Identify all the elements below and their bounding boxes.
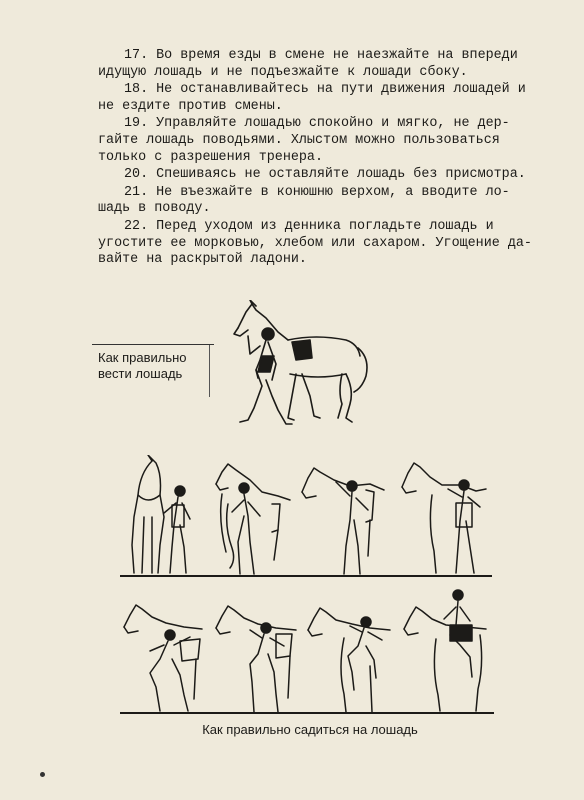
page-mark xyxy=(40,772,45,777)
rule-19-line-3: только с разрешения тренера. xyxy=(98,149,323,165)
mount-step-7 xyxy=(304,598,396,714)
rules-text xyxy=(98,48,538,270)
rule-21-line-1: 21. Не въезжайте в конюшню верхом, а вводите ло- xyxy=(124,184,510,200)
lead-caption xyxy=(98,350,218,382)
rule-19-line-2: гайте лошадь поводьями. Хлыстом можно пользоваться xyxy=(98,132,500,148)
rule-20 xyxy=(98,167,538,184)
mount-step-6 xyxy=(212,598,304,714)
mount-step-8 xyxy=(400,585,494,713)
leading-horse-illustration xyxy=(226,300,376,432)
mount-step-3 xyxy=(300,460,390,576)
rule-18-line-2: и не ездите против смены. xyxy=(98,82,526,114)
lead-caption-rule xyxy=(92,344,214,345)
rule-20-line-1: 20. Спешиваясь не оставляйте лошадь без присмотра. xyxy=(124,167,526,183)
lead-caption-line-1: Как правильно xyxy=(98,350,187,365)
rule-18-line-1: 18. Не останавливайтесь на пути движения лошадей xyxy=(124,82,510,98)
rule-21-line-2: шадь в поводу. xyxy=(98,201,211,217)
mount-step-1 xyxy=(124,455,204,575)
rule-17 xyxy=(98,48,538,81)
rule-22-line-2: угостите ее морковью, хлебом или сахаром. Угощение да- xyxy=(98,235,532,251)
mount-step-5 xyxy=(120,595,212,713)
rule-19 xyxy=(98,116,538,166)
ground-line-row-2 xyxy=(120,712,494,714)
rule-22-line-1: 22. Перед уходом из денника погладьте лошадь и xyxy=(124,218,494,234)
rule-21 xyxy=(98,185,538,218)
rule-22-line-3: вайте на раскрытой ладони. xyxy=(98,252,307,268)
ground-line-row-1 xyxy=(120,575,492,577)
rule-18 xyxy=(98,82,538,115)
mount-caption: Как правильно садиться на лошадь xyxy=(202,722,418,737)
lead-caption-line-2: вести лошадь xyxy=(98,366,183,381)
rule-17-line-2: идущую лошадь и не подъезжайте к лошади сбоку. xyxy=(98,64,468,80)
rule-17-line-1: 17. Во время езды в смене не наезжайте на впереди xyxy=(124,48,518,63)
rule-22 xyxy=(98,219,538,269)
mount-step-2 xyxy=(214,460,294,576)
mount-step-4 xyxy=(398,455,494,575)
rule-19-line-1: 19. Управляйте лошадью спокойно и мягко, не дер- xyxy=(124,116,510,132)
